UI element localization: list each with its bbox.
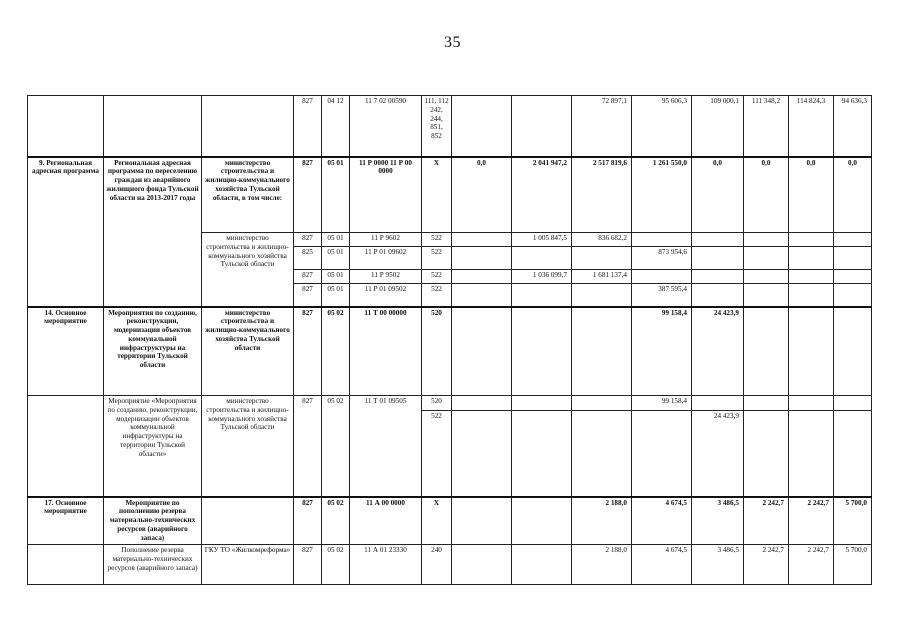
amount-cell xyxy=(452,396,512,411)
amount-cell: 72 897,1 xyxy=(572,96,632,157)
amount-cell xyxy=(744,233,789,247)
amount-cell xyxy=(512,396,572,411)
grbs-cell: 827 xyxy=(294,497,322,545)
status-cell xyxy=(28,545,104,585)
table-row xyxy=(28,96,872,157)
status-cell: 9. Региональная адресная программа xyxy=(28,157,104,307)
amount-cell: 873 954,6 xyxy=(632,247,692,270)
executor-cell: министерство строительства и жилищно-коммунального хозяйства Тульской области, в том числе: xyxy=(202,157,294,233)
amount-cell xyxy=(692,247,744,270)
amount-cell xyxy=(452,270,512,284)
amount-cell xyxy=(572,307,632,396)
amount-cell xyxy=(452,233,512,247)
csr-cell: 11 7 02 00590 xyxy=(350,96,422,157)
amount-cell: 4 674,5 xyxy=(632,497,692,545)
amount-cell xyxy=(512,247,572,270)
table-row xyxy=(28,307,872,396)
csr-cell: 11 Р 0000 11 Р 00 0000 xyxy=(350,157,422,233)
name-cell: Мероприятие «Мероприятия по созданию, реконструкции, модернизации объектов коммунальной инфраструктуры на территории Тульской области» xyxy=(104,396,202,497)
amount-cell xyxy=(572,247,632,270)
amount-cell xyxy=(452,96,512,157)
csr-cell: 11 Р 9502 xyxy=(350,270,422,284)
amount-cell xyxy=(744,396,789,411)
amount-cell xyxy=(692,396,744,411)
amount-cell xyxy=(452,284,512,307)
executor-cell: министерство строительства и жилищно-коммунального хозяйства Тульской области xyxy=(202,396,294,497)
amount-cell xyxy=(512,545,572,585)
amount-cell: 95 606,3 xyxy=(632,96,692,157)
status-cell: 14. Основное мероприятие xyxy=(28,307,104,396)
page-number: 35 xyxy=(444,34,461,51)
amount-cell: 2 188,0 xyxy=(572,497,632,545)
status-cell xyxy=(28,96,104,157)
executor-cell: министерство строительства и жилищно-коммунального хозяйства Тульской области xyxy=(202,307,294,396)
amount-cell xyxy=(632,270,692,284)
amount-cell xyxy=(789,284,834,307)
amount-cell xyxy=(512,284,572,307)
amount-cell xyxy=(834,284,872,307)
csr-cell: 11 А 01 23330 xyxy=(350,545,422,585)
table-row xyxy=(28,497,872,545)
amount-cell xyxy=(452,307,512,396)
amount-cell: 2 517 819,6 xyxy=(572,157,632,233)
rz-cell: 05 02 xyxy=(322,545,350,585)
amount-cell: 2 242,7 xyxy=(744,545,789,585)
amount-cell xyxy=(744,270,789,284)
amount-cell xyxy=(834,411,872,497)
amount-cell xyxy=(789,411,834,497)
grbs-cell: 827 xyxy=(294,233,322,247)
vr-cell: 522 xyxy=(422,270,452,284)
rz-cell: 05 02 xyxy=(322,396,350,497)
amount-cell xyxy=(834,396,872,411)
amount-cell xyxy=(744,307,789,396)
amount-cell: 1 681 137,4 xyxy=(572,270,632,284)
amount-cell: 1 261 550,0 xyxy=(632,157,692,233)
amount-cell: 2 242,7 xyxy=(789,545,834,585)
amount-cell: 1 005 847,5 xyxy=(512,233,572,247)
amount-cell xyxy=(744,247,789,270)
vr-cell: 520 xyxy=(422,396,452,411)
amount-cell: 24 423,9 xyxy=(692,307,744,396)
vr-cell: 111, 112 242, 244, 851, 852 xyxy=(422,96,452,157)
amount-cell: 0,0 xyxy=(789,157,834,233)
executor-cell: министерство строительства и жилищно-коммунального хозяйства Тульской области xyxy=(202,233,294,307)
table-row xyxy=(28,157,872,233)
name-cell xyxy=(104,96,202,157)
csr-cell: 11 Т 01 09505 xyxy=(350,396,422,497)
amount-cell: 3 486,5 xyxy=(692,545,744,585)
csr-cell: 11 Т 00 00000 xyxy=(350,307,422,396)
vr-cell: 522 xyxy=(422,411,452,497)
amount-cell xyxy=(572,411,632,497)
executor-cell xyxy=(202,497,294,545)
amount-cell xyxy=(572,284,632,307)
amount-cell: 1 036 099,7 xyxy=(512,270,572,284)
amount-cell xyxy=(834,247,872,270)
rz-cell: 05 01 xyxy=(322,270,350,284)
grbs-cell: 827 xyxy=(294,270,322,284)
name-cell: Региональная адресная программа по переселению граждан из аварийного жилищного фонда Тульской области на 2013-2017 годы xyxy=(104,157,202,307)
rz-cell: 05 01 xyxy=(322,233,350,247)
amount-cell: 5 700,0 xyxy=(834,545,872,585)
vr-cell: Х xyxy=(422,497,452,545)
name-cell: Пополнение резерва материально-технических ресурсов (аварийного запаса) xyxy=(104,545,202,585)
vr-cell: 240 xyxy=(422,545,452,585)
amount-cell: 0,0 xyxy=(744,157,789,233)
rz-cell: 05 02 xyxy=(322,307,350,396)
table-row xyxy=(28,545,872,585)
amount-cell: 94 636,3 xyxy=(834,96,872,157)
amount-cell xyxy=(452,247,512,270)
name-cell: Мероприятие по пополнению резерва материально-технических ресурсов (аварийного запаса) xyxy=(104,497,202,545)
amount-cell: 99 158,4 xyxy=(632,307,692,396)
grbs-cell: 827 xyxy=(294,396,322,497)
grbs-cell: 827 xyxy=(294,545,322,585)
amount-cell: 0,0 xyxy=(452,157,512,233)
grbs-cell: 827 xyxy=(294,157,322,233)
budget-table xyxy=(27,95,872,585)
amount-cell: 2 188,0 xyxy=(572,545,632,585)
amount-cell xyxy=(512,307,572,396)
status-cell xyxy=(28,396,104,497)
grbs-cell: 827 xyxy=(294,307,322,396)
amount-cell xyxy=(632,233,692,247)
amount-cell xyxy=(744,411,789,497)
amount-cell xyxy=(834,307,872,396)
amount-cell: 2 242,7 xyxy=(789,497,834,545)
amount-cell: 111 348,2 xyxy=(744,96,789,157)
vr-cell: 522 xyxy=(422,247,452,270)
amount-cell: 2 041 947,2 xyxy=(512,157,572,233)
executor-cell: ГКУ ТО «Жилкомреформа» xyxy=(202,545,294,585)
amount-cell xyxy=(632,411,692,497)
amount-cell: 2 242,7 xyxy=(744,497,789,545)
amount-cell: 4 674,5 xyxy=(632,545,692,585)
amount-cell xyxy=(692,284,744,307)
vr-cell: 522 xyxy=(422,233,452,247)
rz-cell: 05 02 xyxy=(322,497,350,545)
csr-cell: 11 А 00 0000 xyxy=(350,497,422,545)
amount-cell: 99 158,4 xyxy=(632,396,692,411)
amount-cell xyxy=(789,396,834,411)
amount-cell xyxy=(452,411,512,497)
rz-cell: 05 01 xyxy=(322,247,350,270)
amount-cell: 0,0 xyxy=(692,157,744,233)
amount-cell xyxy=(744,284,789,307)
amount-cell xyxy=(512,96,572,157)
amount-cell xyxy=(572,396,632,411)
grbs-cell: 827 xyxy=(294,284,322,307)
amount-cell xyxy=(789,247,834,270)
vr-cell: 522 xyxy=(422,284,452,307)
amount-cell: 3 486,5 xyxy=(692,497,744,545)
csr-cell: 11 Р 9602 xyxy=(350,233,422,247)
amount-cell xyxy=(789,307,834,396)
rz-cell: 05 01 xyxy=(322,284,350,307)
amount-cell xyxy=(452,497,512,545)
name-cell: Мероприятия по созданию, реконструкции, модернизации объектов коммунальной инфраструктуры на территории Тульской области xyxy=(104,307,202,396)
amount-cell: 5 700,0 xyxy=(834,497,872,545)
amount-cell xyxy=(789,270,834,284)
amount-cell: 109 000,1 xyxy=(692,96,744,157)
status-cell: 17. Основное мероприятие xyxy=(28,497,104,545)
amount-cell xyxy=(452,545,512,585)
amount-cell xyxy=(834,270,872,284)
grbs-cell: 825 xyxy=(294,247,322,270)
amount-cell: 836 682,2 xyxy=(572,233,632,247)
amount-cell: 24 423,9 xyxy=(692,411,744,497)
amount-cell xyxy=(789,233,834,247)
rz-cell: 05 01 xyxy=(322,157,350,233)
rz-cell: 04 12 xyxy=(322,96,350,157)
vr-cell: Х xyxy=(422,157,452,233)
table-row xyxy=(28,396,872,411)
amount-cell xyxy=(512,411,572,497)
executor-cell xyxy=(202,96,294,157)
csr-cell: 11 Р 01 09502 xyxy=(350,284,422,307)
amount-cell xyxy=(692,233,744,247)
amount-cell: 114 824,3 xyxy=(789,96,834,157)
amount-cell xyxy=(512,497,572,545)
amount-cell: 0,0 xyxy=(834,157,872,233)
amount-cell xyxy=(692,270,744,284)
amount-cell: 387 595,4 xyxy=(632,284,692,307)
amount-cell xyxy=(834,233,872,247)
grbs-cell: 827 xyxy=(294,96,322,157)
csr-cell: 11 Р 01 09602 xyxy=(350,247,422,270)
vr-cell: 520 xyxy=(422,307,452,396)
